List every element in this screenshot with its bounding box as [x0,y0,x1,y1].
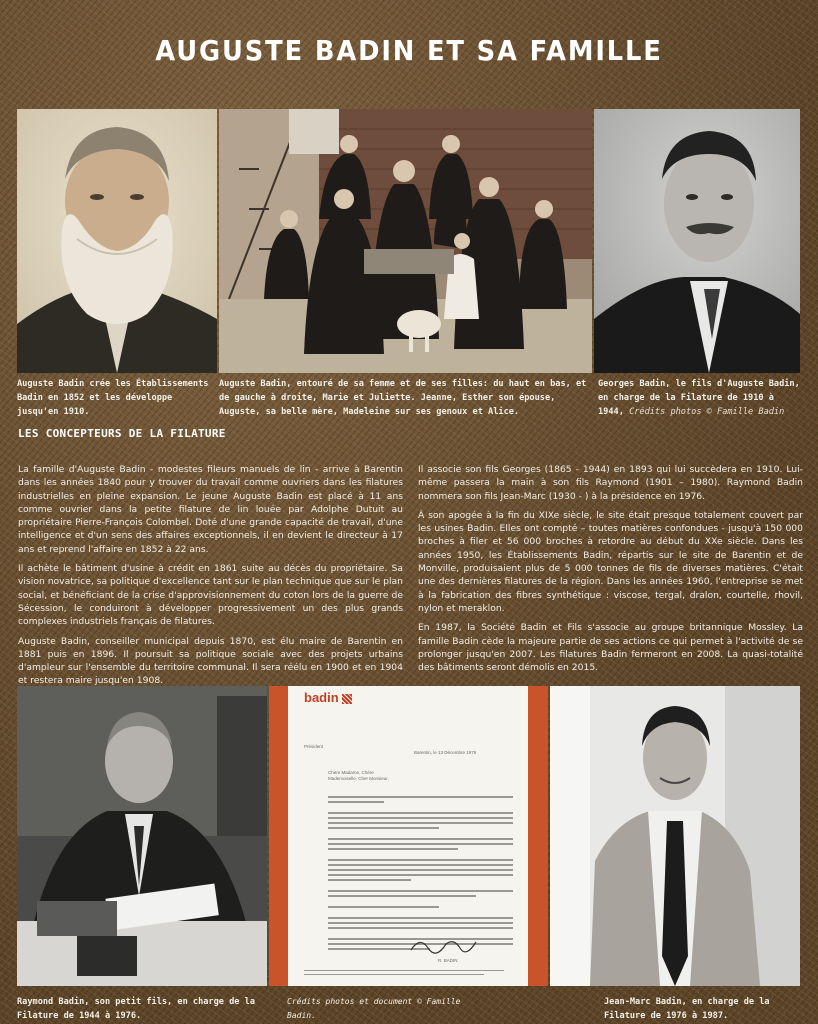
letter-footer [304,970,504,978]
letter-date: Barentin, le 13 Décembre 1976 [414,750,477,755]
photo-raymond-badin [17,686,267,986]
body-column-right [418,463,803,680]
caption-jean-marc: Jean-Marc Badin, en charge de la Filature de 1976 à 1987. [604,997,770,1021]
letter-salutation: Chère Madame, Chère Mademoiselle, Cher Monsieur, [328,770,389,781]
badin-logo [304,690,352,705]
photo-jean-marc-badin [550,686,800,986]
portrait-auguste-image [17,109,217,373]
paragraph: La famille d'Auguste Badin - modestes fileurs manuels de lin - arrive à Barentin dans les années 1840 pour y trouver du travail comme ouvriers dans les filatures industrielles en pleine expansion. Le jeune Auguste Badin est placé à 11 ans comme ouvrier dans la petite filature de lin louée par Adolphe Dutuit au propriétaire Pierre-François Colombel. Doté d'une grande capacité de travail, d'une intelligence et d'un sens des affaires exceptionnels, il en devient le directeur à 17 ans et reprend l'affaire en 1852 à 22 ans. [18,464,403,555]
logo-mark-icon [342,694,352,704]
family-group-image [219,109,592,373]
photo-auguste-badin [17,109,217,373]
caption-family: Auguste Badin, entouré de sa femme et de ses filles: du haut en bas, et de gauche à droite, Marie et Juliette. Jeanne, Esther son épouse, Auguste, sa belle mère, Madeleine sur ses genoux et Alice. [219,379,587,417]
caption-raymond: Raymond Badin, son petit fils, en charge de la Filature de 1944 à 1976. [17,997,255,1021]
paragraph: Auguste Badin, conseiller municipal depuis 1870, est élu maire de Barentin en 1881 puis en 1896. Il poursuit sa politique sociale avec des projets urbains d'ampleur sur l'ensemble du territoire communal. Il sera réélu en 1900 et en 1904 et restera maire jusqu'en 1908. [18,635,403,687]
photo-credit: Crédits photos © Famille Badin [629,407,785,417]
section-title: LES CONCEPTEURS DE LA FILATURE [18,427,226,440]
caption-document-credit: Crédits photos et document © Famille Badin. [287,997,461,1020]
letter-signature-name: R. BADIN [438,958,458,963]
page-title: AUGUSTE BADIN ET SA FAMILLE [155,34,663,67]
letter-sender: Président [304,744,324,749]
portrait-jean-marc-image [550,686,800,986]
caption-georges-text: Georges Badin, le fils d'Auguste Badin, en charge de la Filature de 1910 à 1944, [598,379,800,417]
photo-badin-family [219,109,592,373]
paragraph: En 1987, la Société Badin et Fils s'associe au groupe britannique Mossley. La famille Badin cède la majeure partie de ses actions ce qui permet à l'activité de se prolonger jusqu'en 2007. Les filatures Badin fermeront en 2008. La quasi-totalité des bâtiments seront démolis en 2015. [418,622,803,674]
paragraph: Il achète le bâtiment d'usine à crédit en 1861 suite au décès du propriétaire. Sa vision novatrice, sa politique d'excellence tant sur le plan technique que sur le plan social, et bénéficiant de la crise d'approvisionnement du coton lors de la guerre de Sécession, le conduiront à développer progressivement un des plus grands complexes industriels français de filatures. [18,563,403,628]
letter-body [328,796,513,953]
signature-icon [408,934,478,956]
portrait-georges-image [594,109,800,373]
photo-georges-badin [594,109,800,373]
portrait-raymond-image [17,686,267,986]
paragraph: Il associe son fils Georges (1865 - 1944) en 1893 qui lui succèdera en 1910. Lui-même passera la main à son fils Raymond (1901 – 1980). Raymond Badin nommera son fils Jean-Marc (1930 - ) à la présidence en 1976. [418,464,803,502]
body-column-left [18,463,403,694]
paragraph: À son apogée à la fin du XIXe siècle, le site était presque totalement couvert par les usines Badin. Elles ont compté – toutes matières confondues - jusqu'à 150 000 broches à filer et 56 000 broches à retordre au début du XXe siècle. Dans les années 1950, les Établissements Badin, répartis sur le site de Barentin et de Monville, produisaient plus de 5 000 tonnes de fils de diverses matières. C'était une des dernières filatures de la région. Dans les années 1960, l'entreprise se met à la fabrication des fibres synthétique : viscose, tergal, dralon, courtelle, rhovil, nylon et meraklon. [418,509,803,614]
badin-logo-text: badin [304,690,339,705]
caption-georges [598,377,803,419]
letter-document [288,686,528,986]
caption-auguste: Auguste Badin crée les Établissements Badin en 1852 et les développe jusqu'en 1910. [17,379,209,417]
